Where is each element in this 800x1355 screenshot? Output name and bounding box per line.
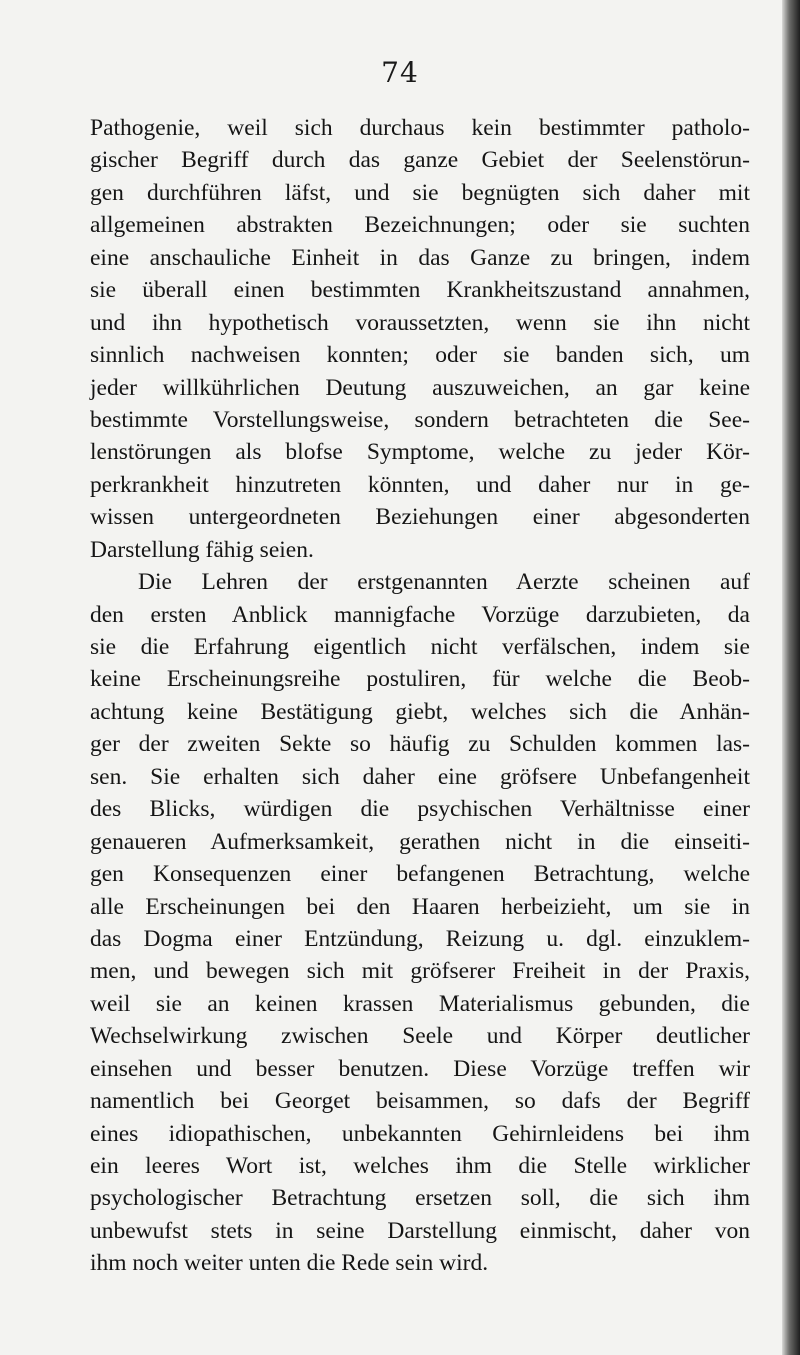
page-edge-shadow [782,0,800,1355]
body-text [90,112,750,1280]
text-line: wissen untergeordneten Beziehungen einer abgesonderten [90,504,750,531]
text-line: sinnlich nachweisen konnten; oder sie banden sich, um [90,342,750,369]
text-line: den ersten Anblick mannigfache Vorzüge darzubieten, da [90,601,750,628]
text-line: unbewufst stets in seine Darstellung einmischt, daher von [90,1217,750,1244]
text-line: achtung keine Bestätigung giebt, welches sich die Anhän- [90,698,750,725]
text-line: und ihn hypothetisch voraussetzten, wenn sie ihn nicht [90,309,750,336]
text-line: sie überall einen bestimmten Krankheitszustand annahmen, [90,277,750,304]
text-line: eine anschauliche Einheit in das Ganze zu bringen, indem [90,244,750,271]
text-line: sie die Erfahrung eigentlich nicht verfälschen, indem sie [90,634,750,660]
text-line: men, und bewegen sich mit gröfserer Freiheit in der Praxis, [90,958,750,985]
text-line: einsehen und besser benutzen. Diese Vorzüge treffen wir [90,1055,750,1082]
text-line: gen Konsequenzen einer befangenen Betrachtung, welche [90,861,750,888]
text-line: eines idiopathischen, unbekannten Gehirnleidens bei ihm [90,1120,750,1147]
text-line: jeder willkührlichen Deutung auszuweichen, an gar keine [90,374,750,401]
text-line: weil sie an keinen krassen Materialismus gebunden, die [90,990,750,1017]
text-line: perkrankheit hinzutreten könnten, und daher nur in ge- [90,471,750,498]
text-line: sen. Sie erhalten sich daher eine gröfsere Unbefangenheit [90,763,750,790]
text-line: Wechselwirkung zwischen Seele und Körper deutlicher [90,1023,750,1050]
text-line: namentlich bei Georget beisammen, so dafs der Begriff [90,1088,750,1115]
text-line: Die Lehren der erstgenannten Aerzte scheinen auf [138,569,750,596]
text-line: keine Erscheinungsreihe postuliren, für welche die Beob- [90,666,750,693]
text-line: allgemeinen abstrakten Bezeichnungen; oder sie suchten [90,212,750,239]
text-line: ihm noch weiter unten die Rede sein wird. [90,1250,489,1277]
text-line: das Dogma einer Entzündung, Reizung u. dgl. einzuklem- [90,925,750,952]
text-line: bestimmte Vorstellungsweise, sondern betrachteten die See- [90,406,750,433]
text-line: Darstellung fähig seien. [90,536,314,563]
text-line: Pathogenie, weil sich durchaus kein bestimmter patholo- [90,115,750,141]
text-line: alle Erscheinungen bei den Haaren herbeizieht, um sie in [90,893,750,920]
text-line: des Blicks, würdigen die psychischen Verhältnisse einer [90,796,750,823]
page-number: 74 [381,56,419,89]
text-line: gen durchführen läfst, und sie begnügten sich daher mit [90,179,750,206]
text-line: ger der zweiten Sekte so häufig zu Schulden kommen las- [90,731,750,758]
text-line: lenstörungen als blofse Symptome, welche zu jeder Kör- [90,439,750,466]
text-line: gischer Begriff durch das ganze Gebiet der Seelenstörun- [90,147,750,174]
text-line: genaueren Aufmerksamkeit, gerathen nicht in die einseiti- [90,828,750,855]
text-line: ein leeres Wort ist, welches ihm die Stelle wirklicher [90,1153,750,1179]
text-line: psychologischer Betrachtung ersetzen soll, die sich ihm [90,1185,750,1212]
